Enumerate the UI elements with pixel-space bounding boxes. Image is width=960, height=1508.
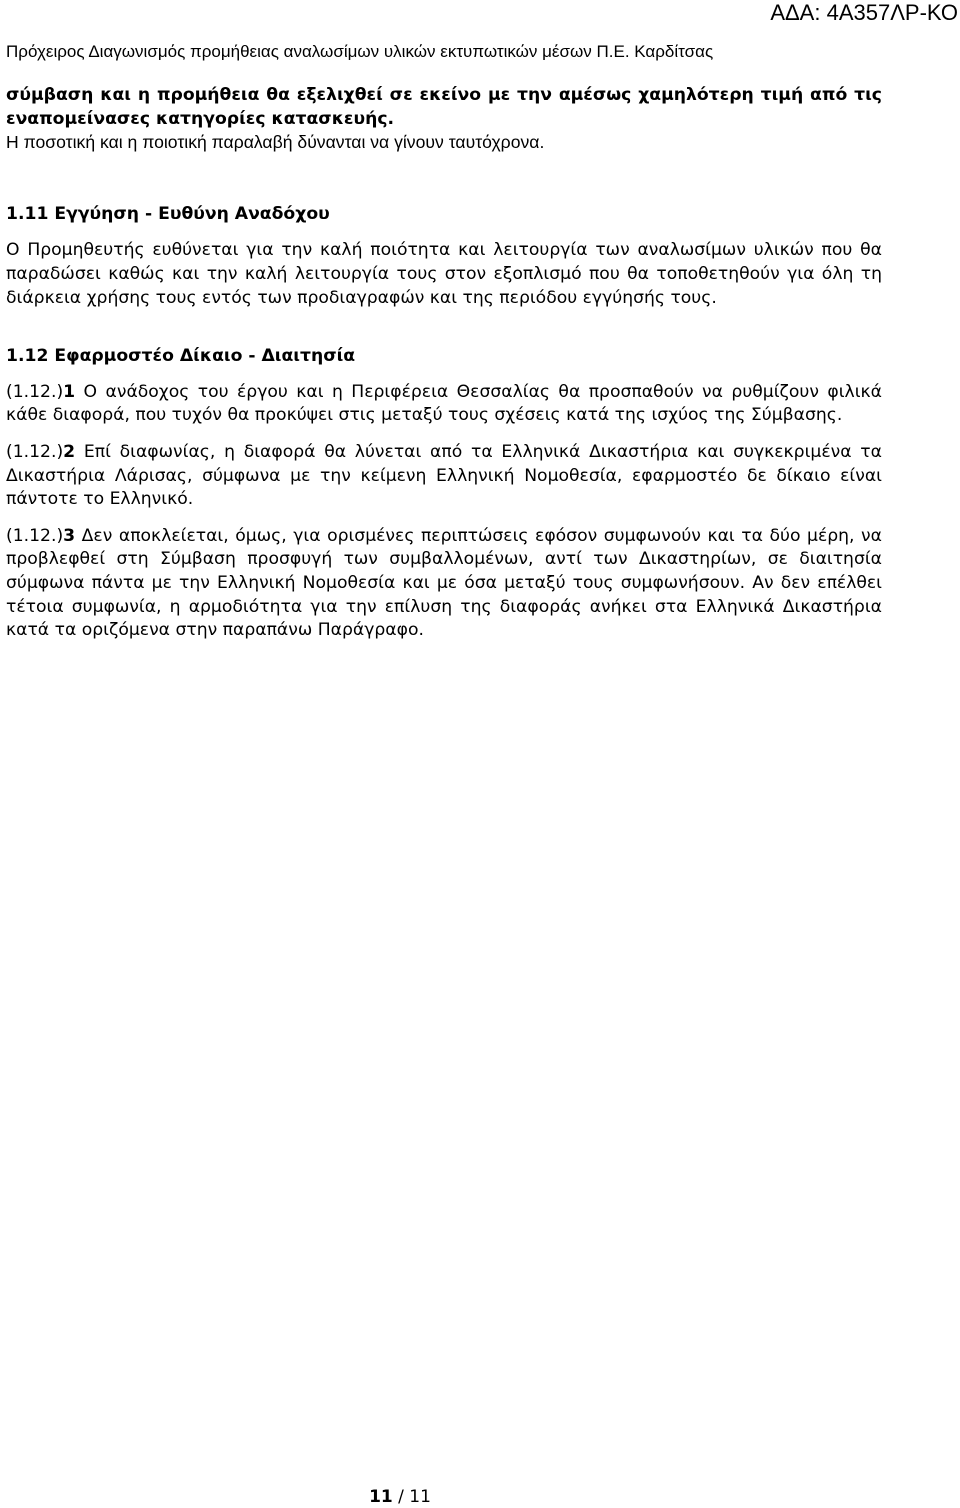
clause-text: Επί διαφωνίας, η διαφορά θα λύνεται από τα Ελληνικά Δικαστήρια και συγκεκριμένα τα Δικαστήρια Λάρισας, σύμφωνα με την κείμενη Ελληνική Νομοθεσία, εφαρμοστέο δε δίκαιο είναι πάντοτε το Ελληνικό. xyxy=(6,441,882,510)
clause-number: 1 xyxy=(63,381,76,402)
current-page: 11 xyxy=(369,1487,393,1507)
section-1-11-body: Ο Προμηθευτής ευθύνεται για την καλή ποιότητα και λειτουργία των αναλωσίμων υλικών που θα παραδώσει καθώς και την καλή λειτουργία τους στον εξοπλισμό που θα τοποθετηθούν για όλη τη διάρκεια χρήσης τους εντός των προδιαγραφών και της περιόδου εγγύησής τους. xyxy=(6,240,882,308)
carryover-bold-paragraph: σύμβαση και η προμήθεια θα εξελιχθεί σε εκείνο με την αμέσως χαμηλότερη τιμή από τις εναπομείνασες κατηγορίες κατασκευής. xyxy=(6,85,882,129)
page-separator: / xyxy=(392,1487,410,1507)
clause-prefix: (1.12.) xyxy=(6,525,64,546)
clause-number: 2 xyxy=(63,441,76,462)
ada-code: ΑΔΑ: 4Α357ΛΡ-ΚΟ xyxy=(770,0,958,25)
total-pages: 11 xyxy=(409,1487,431,1507)
clause-number: 3 xyxy=(63,525,76,546)
section-heading-1-11: 1.11 Εγγύηση - Ευθύνη Αναδόχου xyxy=(6,203,330,224)
clause-prefix: (1.12.) xyxy=(6,381,64,402)
document-body xyxy=(6,84,882,643)
carryover-plain-paragraph: Η ποσοτική και η ποιοτική παραλαβή δύνανται να γίνουν ταυτόχρονα. xyxy=(6,132,545,153)
running-header: Πρόχειρος Διαγωνισμός προμήθειας αναλωσίμων υλικών εκτυπωτικών μέσων Π.Ε. Καρδίτσας xyxy=(6,42,714,61)
clause-prefix: (1.12.) xyxy=(6,441,64,462)
page-number xyxy=(0,1486,800,1508)
clause-1-12-1 xyxy=(6,381,882,428)
clause-1-12-3 xyxy=(6,525,882,643)
clause-text: Δεν αποκλείεται, όμως, για ορισμένες περιπτώσεις εφόσον συμφωνούν και τα δύο μέρη, να προβλεφθεί στη Σύμβαση προσφυγή των συμβαλλομένων, αντί των Δικαστηρίων, σε διαιτησία σύμφωνα πάντα με την Ελληνική Νομοθεσία και με όσα μεταξύ τους συμφωνήσουν. Αν δεν επέλθει τέτοια συμφωνία, η αρμοδιότητα για την επίλυση της διαφοράς ανήκει στα Ελληνικά Δικαστήρια κατά τα οριζόμενα στην παραπάνω Παράγραφο. xyxy=(6,525,882,641)
clause-1-12-2 xyxy=(6,441,882,512)
section-heading-1-12: 1.12 Εφαρμοστέο Δίκαιο - Διαιτησία xyxy=(6,346,356,367)
clause-text: Ο ανάδοχος του έργου και η Περιφέρεια Θεσσαλίας θα προσπαθούν να ρυθμίζουν φιλικά κάθε διαφορά, που τυχόν θα προκύψει στις μεταξύ τους σχέσεις κατά της ισχύος της Σύμβασης. xyxy=(6,381,882,426)
